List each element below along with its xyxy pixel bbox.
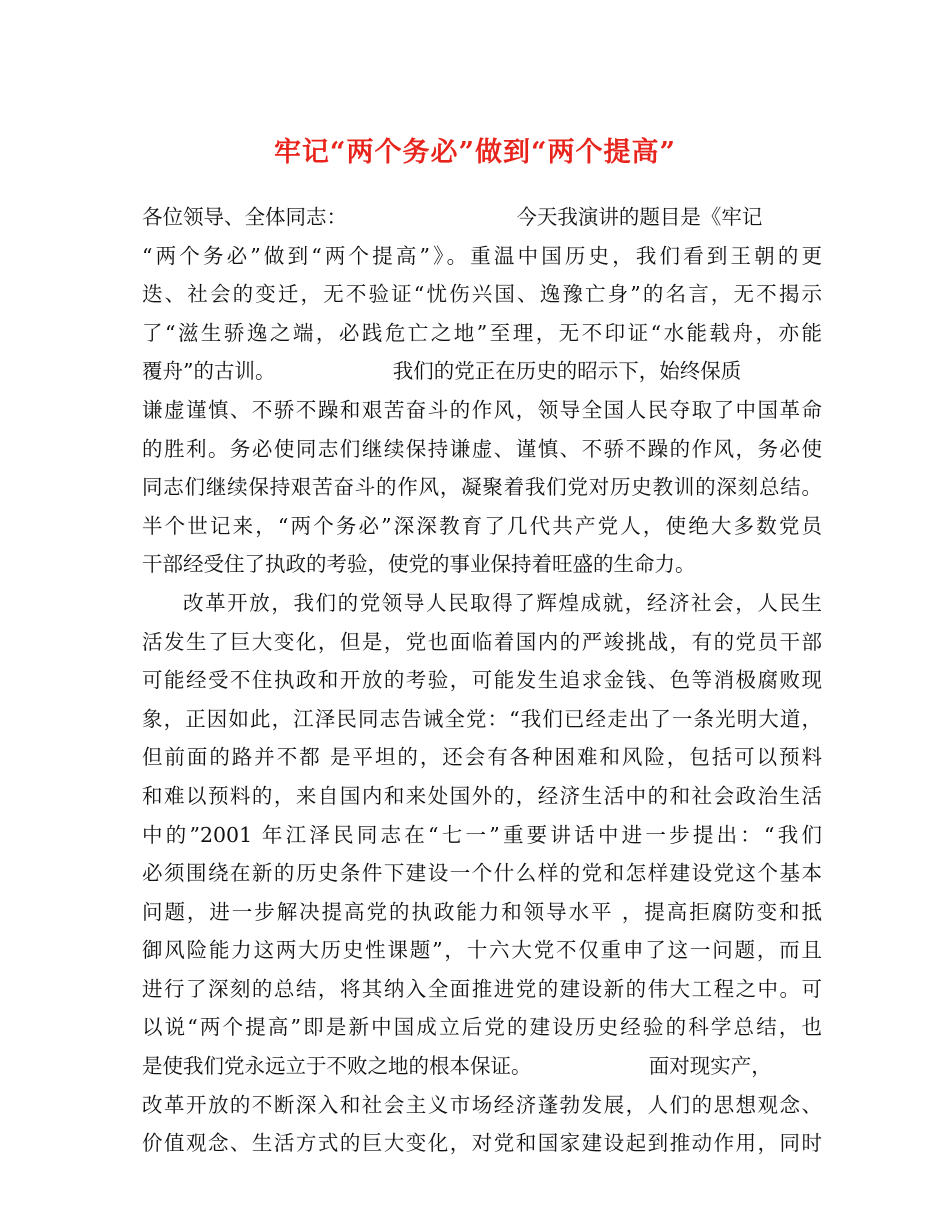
text-line: 迭、社会的变迁，无不验证“忧伤兴国、逸豫亡身”的名言，无不揭示: [142, 282, 822, 307]
text-line: 可能经受不住执政和开放的考验，可能发生追求金钱、色等消极腐败现: [142, 668, 822, 693]
text-line: 了“滋生骄逸之端，必践危亡之地”至理，无不印证“水能载舟，亦能: [142, 320, 822, 345]
text-line: 以说“两个提高”即是新中国成立后党的建设历史经验的科学总结，也: [142, 1015, 822, 1040]
text-line: 和难以预料的，来自国内和来处国外的，经济生活中的和社会政治生活: [142, 783, 822, 808]
text-line: 问题，进一步解决提高党的执政能力和领导水平 ，提高拒腐防变和抵: [142, 899, 822, 924]
document-title: 牢记“两个务必”做到“两个提高”: [273, 137, 677, 168]
text-line: 是使我们党永远立于不败之地的根本保证。 面对现实产，: [142, 1054, 772, 1079]
text-line: 中的”2001 年江泽民同志在“七一”重要讲话中进一步提出：“我们: [142, 822, 822, 847]
text-line: 但前面的路并不都 是平坦的，还会有各种困难和风险，包括可以预料: [142, 745, 822, 770]
text-line: 活发生了巨大变化，但是，党也面临着国内的严竣挑战，有的党员干部: [142, 629, 822, 654]
text-line: 各位领导、全体同志： 今天我演讲的题目是《牢记: [142, 205, 763, 229]
text-line: 价值观念、生活方式的巨大变化，对党和国家建设起到推动作用，同时: [142, 1131, 822, 1156]
text-line: 干部经受住了执政的考验，使党的事业保持着旺盛的生命力。: [142, 552, 696, 577]
text-line: 同志们继续保持艰苦奋斗的作风，凝聚着我们党对历史教训的深刻总结。: [142, 475, 822, 500]
text-line: “两个务必”做到“两个提高”》。重温中国历史，我们看到王朝的更: [142, 243, 822, 268]
text-line: 改革开放的不断深入和社会主义市场经济蓬勃发展，人们的思想观念、: [142, 1092, 822, 1117]
text-line: 御风险能力这两大历史性课题”，十六大党不仅重申了这一问题，而且: [142, 938, 822, 963]
text-line: 象，正因如此，江泽民同志告诫全党：“我们已经走出了一条光明大道，: [142, 706, 822, 731]
text-line: 半个世记来，“两个务必”深深教育了几代共产党人，使绝大多数党员: [142, 513, 822, 538]
text-line: 的胜利。务必使同志们继续保持谦虚、谨慎、不骄不躁的作风，务必使: [142, 436, 822, 461]
text-line: 改革开放，我们的党领导人民取得了辉煌成就，经济社会，人民生: [183, 590, 822, 615]
text-line: 谦虚谨慎、不骄不躁和艰苦奋斗的作风，领导全国人民夺取了中国革命: [142, 397, 822, 422]
text-line: 必须围绕在新的历史条件下建设一个什么样的党和怎样建设党这个基本: [142, 861, 822, 886]
text-line: 进行了深刻的总结，将其纳入全面推进党的建设新的伟大工程之中。可: [142, 976, 822, 1001]
text-line: 覆舟”的古训。 我们的党正在历史的昭示下，始终保质: [142, 359, 742, 384]
document-body: [142, 198, 822, 1163]
